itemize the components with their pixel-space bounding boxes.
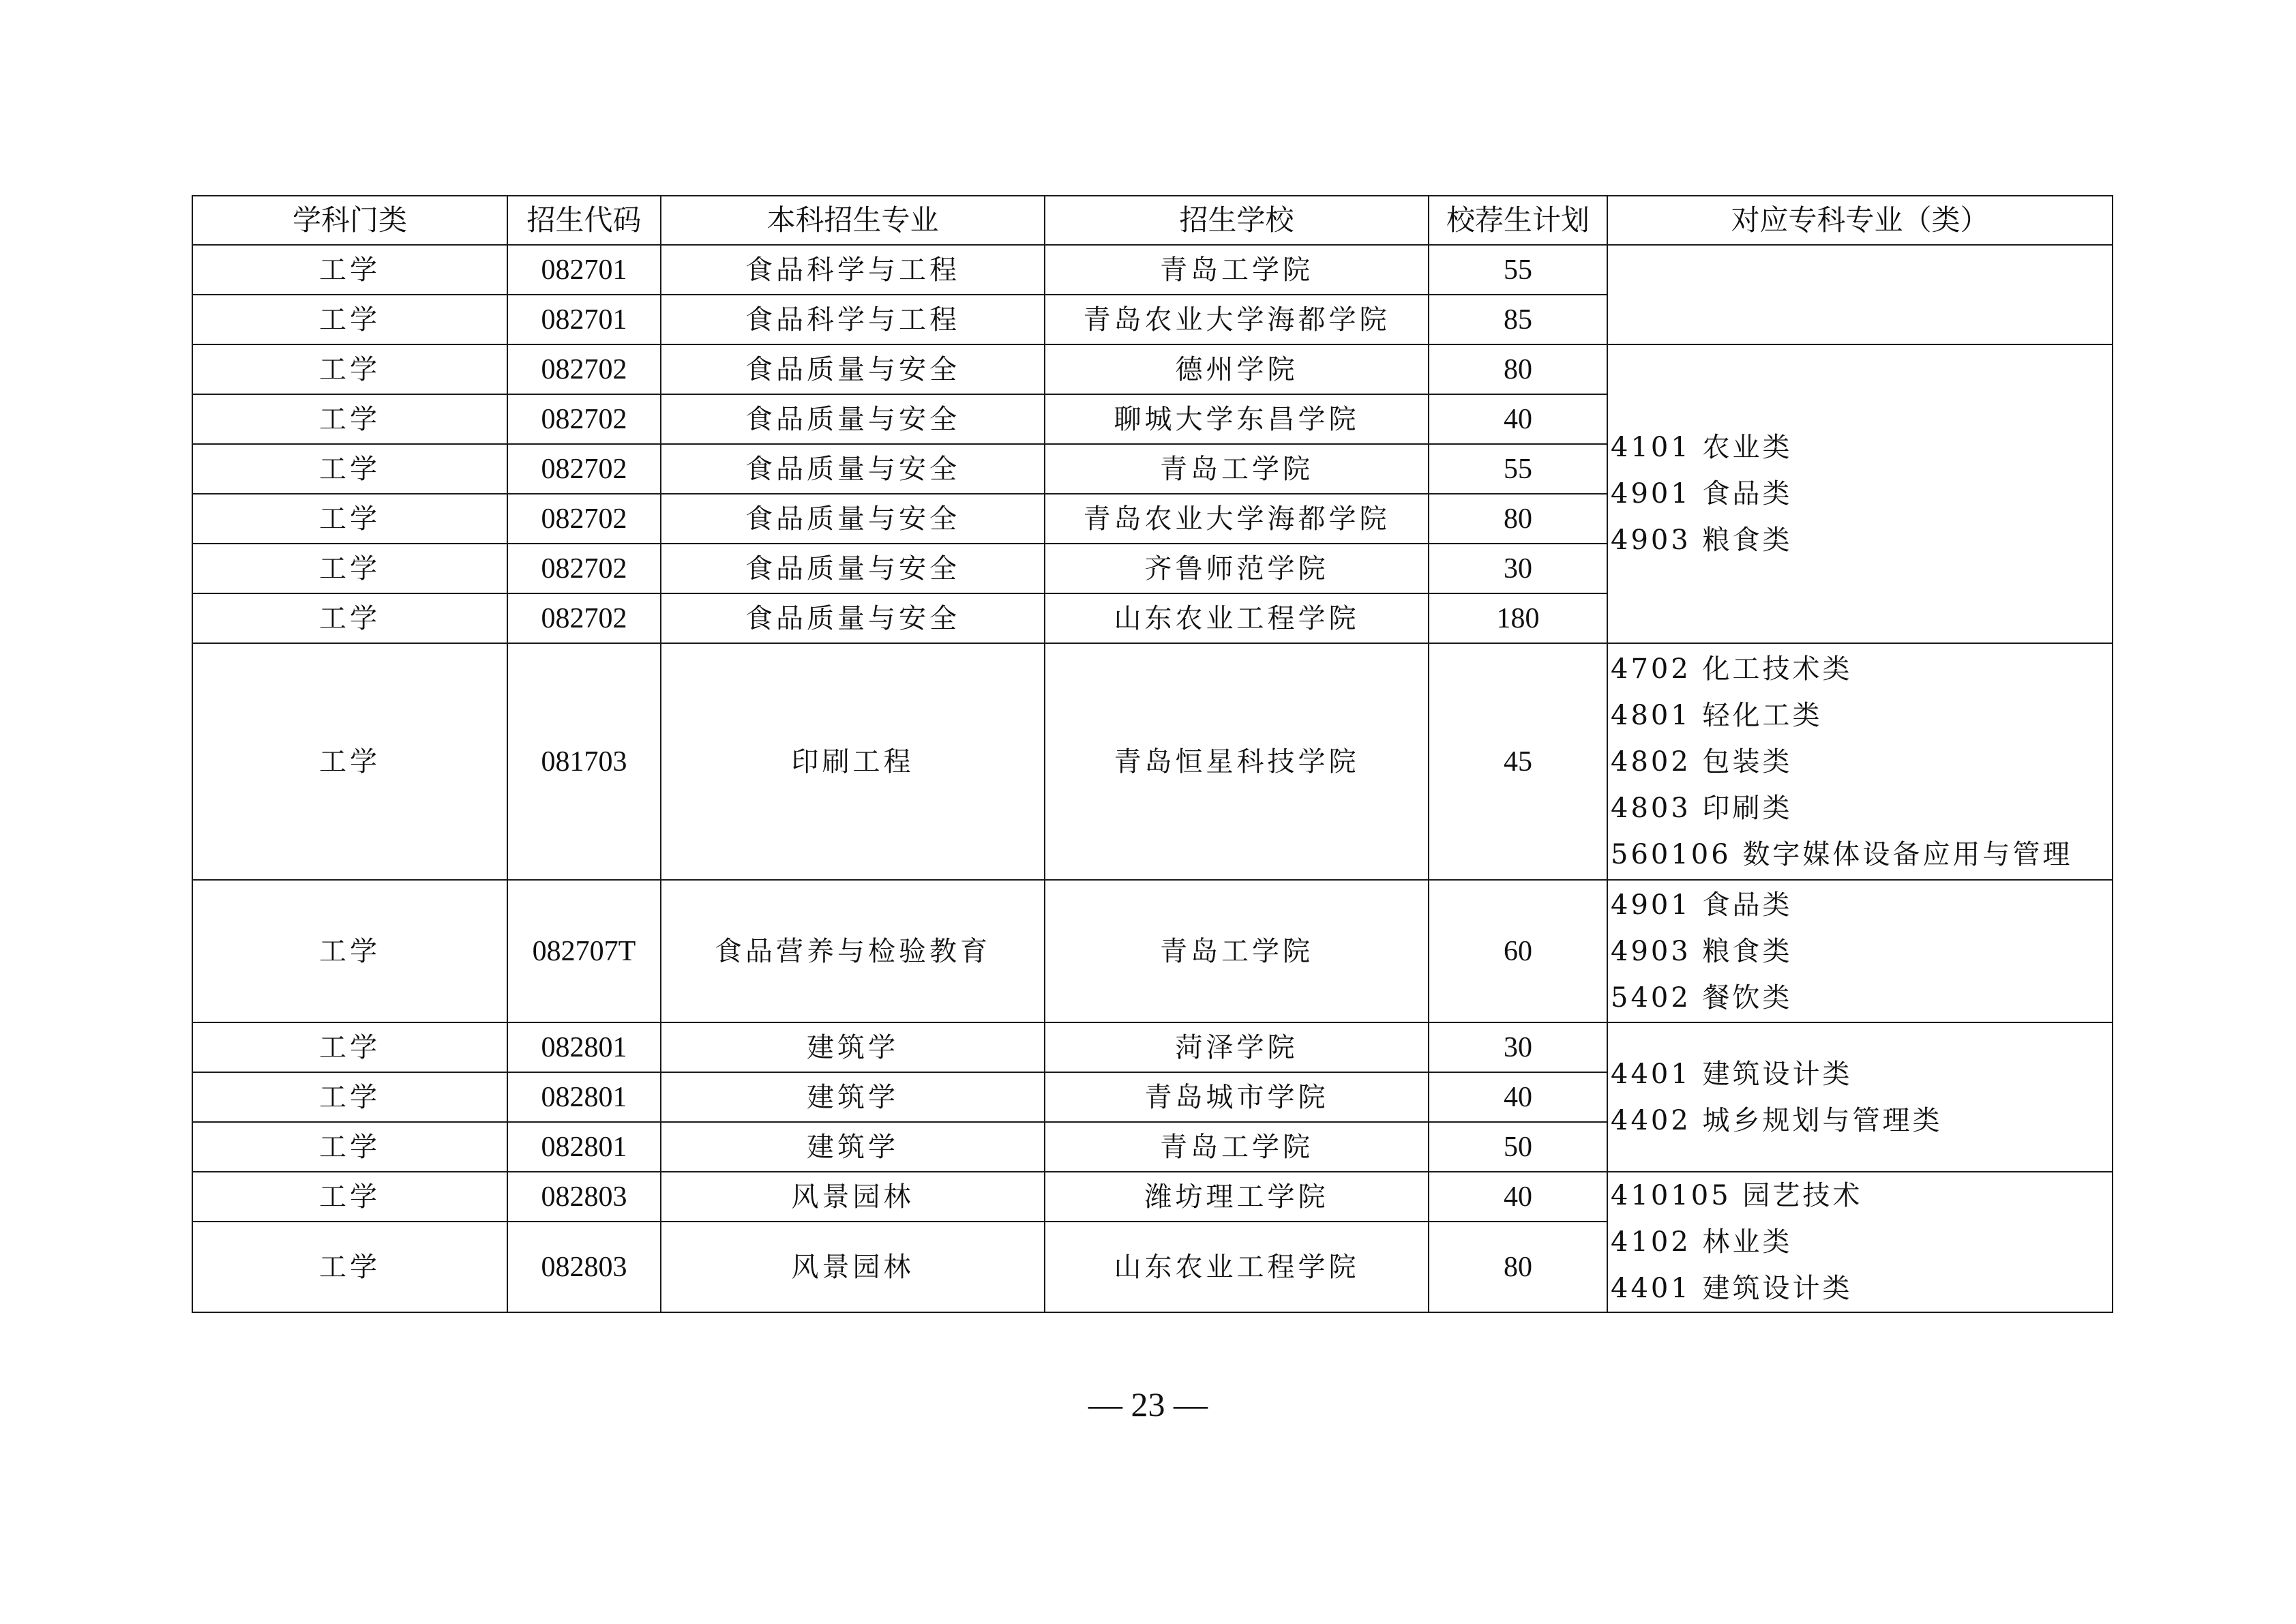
cell-major: 建筑学 xyxy=(661,1072,1045,1122)
enrollment-table xyxy=(192,195,2113,1313)
cell-category: 工学 xyxy=(192,643,507,880)
page-number: — 23 — xyxy=(1088,1385,1208,1423)
table-header-row xyxy=(192,196,2113,245)
table-row xyxy=(192,1172,2113,1222)
cell-major: 食品质量与安全 xyxy=(661,593,1045,643)
cell-category: 工学 xyxy=(192,1122,507,1172)
header-major: 本科招生专业 xyxy=(661,196,1045,245)
cell-category: 工学 xyxy=(192,394,507,444)
cell-code: 082803 xyxy=(507,1172,661,1222)
cell-school: 潍坊理工学院 xyxy=(1045,1172,1429,1222)
vocational-major-item: 4402 城乡规划与管理类 xyxy=(1611,1104,1943,1136)
cell-major: 风景园林 xyxy=(661,1172,1045,1222)
cell-school: 菏泽学院 xyxy=(1045,1022,1429,1072)
vocational-major-item: 4401 建筑设计类 xyxy=(1611,1058,1853,1090)
vocational-major-item: 4801 轻化工类 xyxy=(1611,699,1823,731)
cell-code: 082801 xyxy=(507,1072,661,1122)
cell-code: 081703 xyxy=(507,643,661,880)
vocational-major-item: 4903 粮食类 xyxy=(1611,525,1793,556)
cell-category: 工学 xyxy=(192,1022,507,1072)
table-row xyxy=(192,880,2113,1022)
cell-category: 工学 xyxy=(192,1072,507,1122)
cell-plan: 180 xyxy=(1429,593,1607,643)
cell-category: 工学 xyxy=(192,494,507,544)
header-code: 招生代码 xyxy=(507,196,661,245)
cell-plan: 80 xyxy=(1429,494,1607,544)
header-school: 招生学校 xyxy=(1045,196,1429,245)
vocational-major-item: 560106 数字媒体设备应用与管理 xyxy=(1611,838,2073,870)
cell-school: 青岛工学院 xyxy=(1045,444,1429,494)
cell-major: 食品质量与安全 xyxy=(661,544,1045,593)
cell-plan: 40 xyxy=(1429,394,1607,444)
cell-code: 082701 xyxy=(507,245,661,295)
cell-code: 082803 xyxy=(507,1222,661,1312)
cell-code: 082702 xyxy=(507,394,661,444)
cell-major: 食品质量与安全 xyxy=(661,444,1045,494)
vocational-major-item: 4401 建筑设计类 xyxy=(1611,1273,1853,1304)
cell-vocational-majors xyxy=(1607,643,2113,880)
cell-category: 工学 xyxy=(192,344,507,394)
cell-code: 082707T xyxy=(507,880,661,1022)
table-row xyxy=(192,643,2113,880)
vocational-major-item: 4901 食品类 xyxy=(1611,478,1793,510)
cell-code: 082801 xyxy=(507,1122,661,1172)
cell-school: 青岛工学院 xyxy=(1045,1122,1429,1172)
cell-school: 山东农业工程学院 xyxy=(1045,1222,1429,1312)
cell-major: 建筑学 xyxy=(661,1022,1045,1072)
table-row xyxy=(192,1022,2113,1072)
cell-school: 青岛工学院 xyxy=(1045,245,1429,295)
cell-plan: 80 xyxy=(1429,1222,1607,1312)
cell-category: 工学 xyxy=(192,880,507,1022)
cell-school: 德州学院 xyxy=(1045,344,1429,394)
cell-school: 青岛工学院 xyxy=(1045,880,1429,1022)
cell-major: 印刷工程 xyxy=(661,643,1045,880)
cell-code: 082702 xyxy=(507,593,661,643)
cell-school: 聊城大学东昌学院 xyxy=(1045,394,1429,444)
cell-vocational-majors xyxy=(1607,344,2113,643)
cell-major: 食品科学与工程 xyxy=(661,245,1045,295)
cell-plan: 30 xyxy=(1429,544,1607,593)
cell-plan: 80 xyxy=(1429,344,1607,394)
vocational-major-item: 4102 林业类 xyxy=(1611,1226,1793,1258)
table-row xyxy=(192,344,2113,394)
cell-plan: 40 xyxy=(1429,1172,1607,1222)
vocational-major-item: 5402 餐饮类 xyxy=(1611,981,1793,1014)
cell-category: 工学 xyxy=(192,1172,507,1222)
cell-vocational-majors xyxy=(1607,245,2113,344)
cell-plan: 50 xyxy=(1429,1122,1607,1172)
vocational-major-item: 4803 印刷类 xyxy=(1611,792,1793,824)
cell-vocational-majors xyxy=(1607,1172,2113,1312)
cell-plan: 55 xyxy=(1429,444,1607,494)
cell-code: 082702 xyxy=(507,494,661,544)
cell-school: 青岛农业大学海都学院 xyxy=(1045,494,1429,544)
vocational-major-item: 4901 食品类 xyxy=(1611,889,1793,921)
cell-school: 齐鲁师范学院 xyxy=(1045,544,1429,593)
vocational-major-item: 410105 园艺技术 xyxy=(1611,1180,1863,1211)
cell-vocational-majors xyxy=(1607,880,2113,1022)
table-row xyxy=(192,245,2113,295)
cell-code: 082801 xyxy=(507,1022,661,1072)
cell-major: 食品质量与安全 xyxy=(661,344,1045,394)
cell-major: 建筑学 xyxy=(661,1122,1045,1172)
cell-code: 082702 xyxy=(507,444,661,494)
cell-plan: 60 xyxy=(1429,880,1607,1022)
header-vocational-majors: 对应专科专业（类） xyxy=(1607,196,2113,245)
cell-major: 风景园林 xyxy=(661,1222,1045,1312)
cell-plan: 85 xyxy=(1429,295,1607,344)
cell-major: 食品质量与安全 xyxy=(661,394,1045,444)
cell-plan: 55 xyxy=(1429,245,1607,295)
cell-category: 工学 xyxy=(192,245,507,295)
cell-category: 工学 xyxy=(192,295,507,344)
vocational-major-item: 4702 化工技术类 xyxy=(1611,653,1853,685)
cell-plan: 30 xyxy=(1429,1022,1607,1072)
header-plan: 校荐生计划 xyxy=(1429,196,1607,245)
cell-category: 工学 xyxy=(192,593,507,643)
cell-plan: 45 xyxy=(1429,643,1607,880)
cell-plan: 40 xyxy=(1429,1072,1607,1122)
cell-category: 工学 xyxy=(192,1222,507,1312)
cell-code: 082702 xyxy=(507,544,661,593)
cell-category: 工学 xyxy=(192,444,507,494)
cell-code: 082701 xyxy=(507,295,661,344)
cell-major: 食品营养与检验教育 xyxy=(661,880,1045,1022)
cell-major: 食品科学与工程 xyxy=(661,295,1045,344)
cell-vocational-majors xyxy=(1607,1022,2113,1172)
cell-code: 082702 xyxy=(507,344,661,394)
header-category: 学科门类 xyxy=(192,196,507,245)
cell-category: 工学 xyxy=(192,544,507,593)
vocational-major-item: 4802 包装类 xyxy=(1611,745,1793,778)
vocational-major-item: 4101 农业类 xyxy=(1611,432,1793,463)
vocational-major-item: 4903 粮食类 xyxy=(1611,935,1793,967)
cell-major: 食品质量与安全 xyxy=(661,494,1045,544)
cell-school: 青岛恒星科技学院 xyxy=(1045,643,1429,880)
cell-school: 山东农业工程学院 xyxy=(1045,593,1429,643)
cell-school: 青岛农业大学海都学院 xyxy=(1045,295,1429,344)
cell-school: 青岛城市学院 xyxy=(1045,1072,1429,1122)
